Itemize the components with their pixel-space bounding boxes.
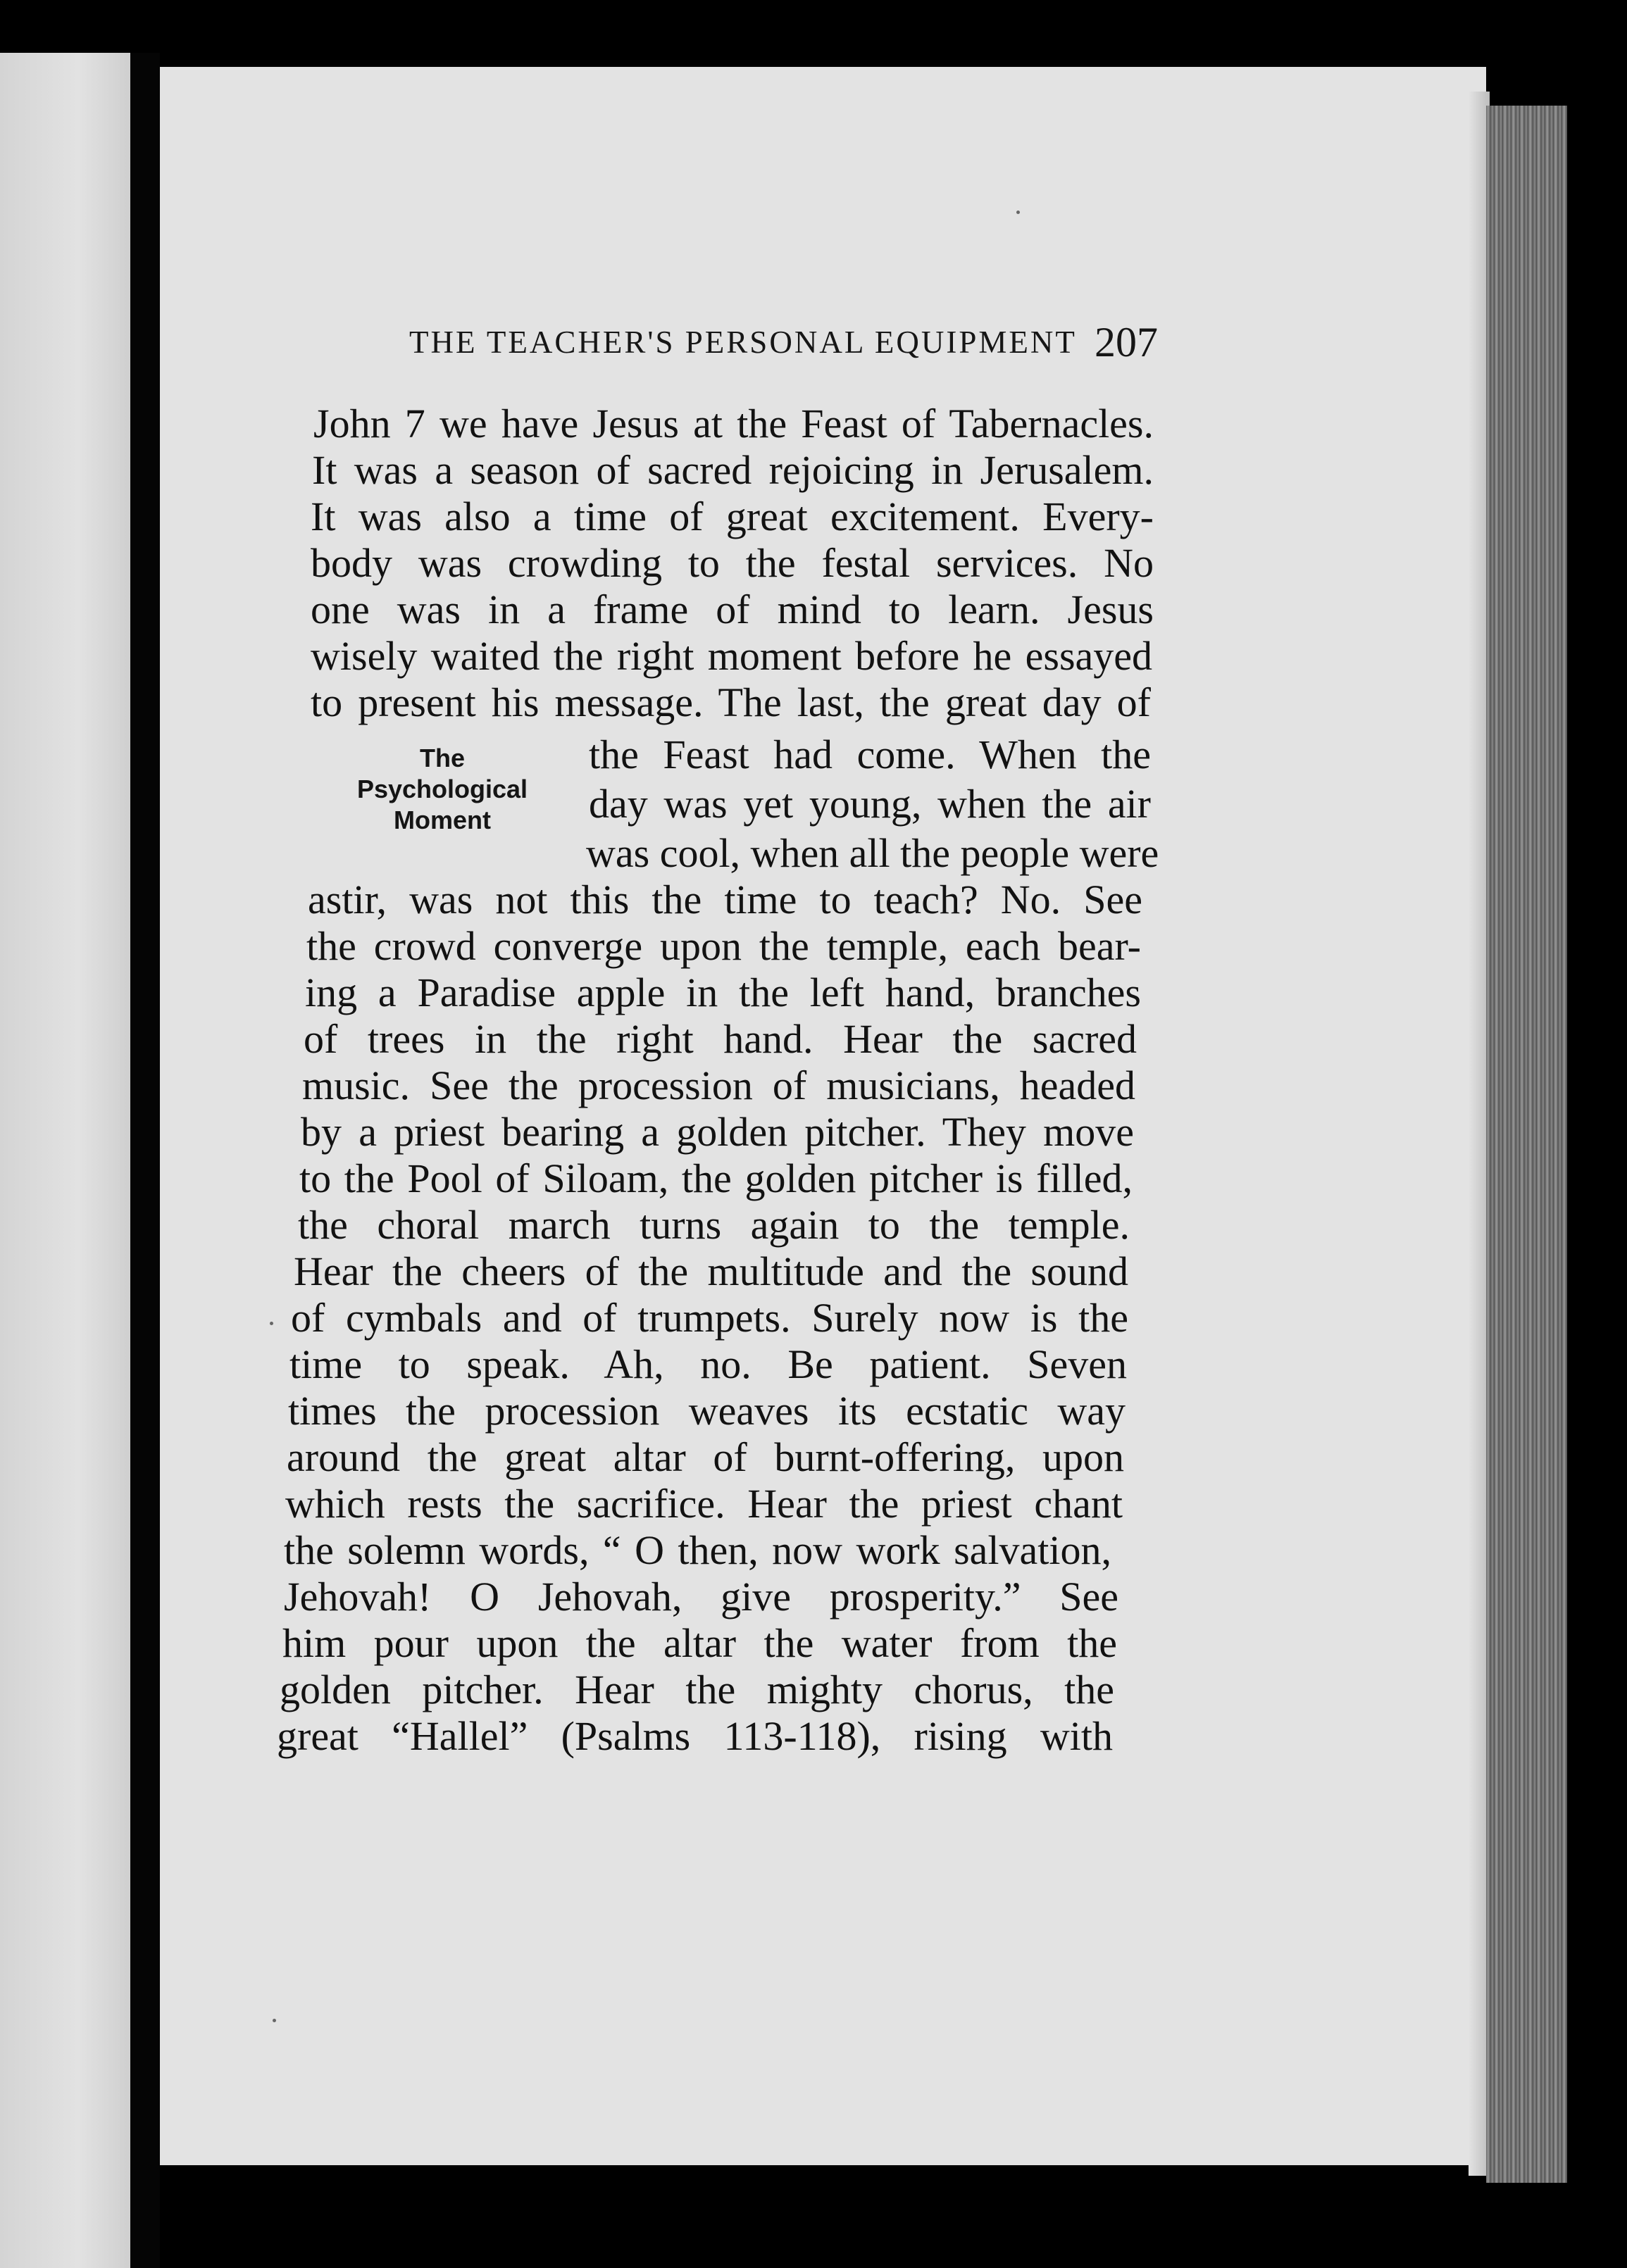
body-line: the crowd converge upon the temple, each bear- xyxy=(306,923,1141,969)
body-line: to present his message. The last, the great day of xyxy=(311,679,1151,725)
book-gutter xyxy=(130,53,160,2268)
body-line: music. See the procession of musicians, headed xyxy=(302,1063,1135,1108)
body-line: astir, was not this the time to teach? No. See xyxy=(308,877,1142,922)
body-line: the Feast had come. When the xyxy=(589,732,1151,777)
body-line: day was yet young, when the air xyxy=(589,781,1151,827)
margin-note-line: The xyxy=(419,744,465,772)
body-line: It was a season of sacred rejoicing in Jerusalem. xyxy=(312,447,1154,493)
body-line: golden pitcher. Hear the mighty chorus, the xyxy=(280,1667,1114,1712)
scan-speck xyxy=(273,2019,276,2022)
margin-note-line: Psychological xyxy=(356,775,528,803)
body-line: by a priest bearing a golden pitcher. They move xyxy=(301,1109,1134,1155)
body-line: of trees in the right hand. Hear the sacred xyxy=(304,1016,1137,1062)
margin-note xyxy=(337,743,548,836)
body-line: wisely waited the right moment before he essayed xyxy=(311,633,1152,679)
body-line: one was in a frame of mind to learn. Jesus xyxy=(311,587,1154,632)
body-line: time to speak. Ah, no. Be patient. Seven xyxy=(289,1341,1127,1387)
body-line: which rests the sacrifice. Hear the priest chant xyxy=(285,1481,1123,1527)
body-line: John 7 we have Jesus at the Feast of Tabernacles. xyxy=(313,401,1154,446)
body-line: ing a Paradise apple in the left hand, branches xyxy=(305,970,1141,1015)
body-line: was cool, when all the people were xyxy=(586,830,1159,876)
margin-note-line: Moment xyxy=(394,806,491,834)
body-line: Hear the cheers of the multitude and the sound xyxy=(294,1248,1128,1294)
body-line: him pour upon the altar the water from the xyxy=(282,1620,1117,1666)
body-line: the choral march turns again to the temple. xyxy=(298,1202,1130,1248)
body-line: great “Hallel” (Psalms 113-118), rising with xyxy=(277,1713,1113,1759)
scan-speck xyxy=(1016,211,1020,214)
body-line: around the great altar of burnt-offering, upon xyxy=(287,1434,1124,1480)
body-line: to the Pool of Siloam, the golden pitcher is filled, xyxy=(299,1155,1133,1201)
body-line: body was crowding to the festal services. No xyxy=(311,540,1154,586)
page-block-edge xyxy=(1486,106,1567,2183)
facing-page xyxy=(0,53,130,2268)
body-line: the solemn words, “ O then, now work salvation, xyxy=(284,1527,1111,1573)
body-line: It was also a time of great excitement. Every- xyxy=(311,494,1154,539)
body-line: Jehovah! O Jehovah, give prosperity.” See xyxy=(284,1574,1118,1619)
page-number: 207 xyxy=(1095,319,1158,365)
running-head: THE TEACHER'S PERSONAL EQUIPMENT xyxy=(409,325,1077,360)
body-line: of cymbals and of trumpets. Surely now is the xyxy=(291,1295,1128,1341)
body-line: times the procession weaves its ecstatic way xyxy=(288,1388,1126,1434)
scan-speck xyxy=(270,1322,273,1325)
